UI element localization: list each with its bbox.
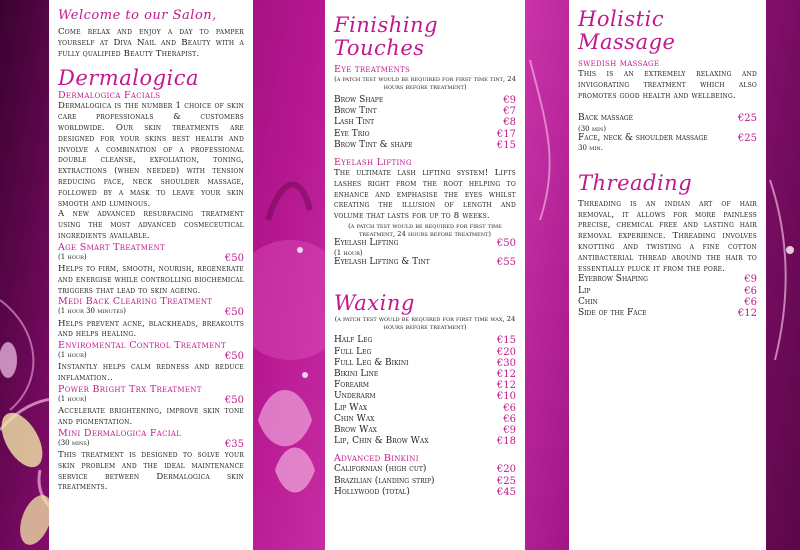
eye-price-list [334,95,516,151]
service-price: €20 [496,464,516,476]
service-price: €25 [496,475,516,487]
service-name: Chin [578,296,598,307]
treatment-name: Mini Dermalogica Facial [58,427,182,439]
price-row [578,274,757,285]
price-row [334,487,516,498]
service-name: Brow Tint [334,106,377,117]
service-price: €10 [496,391,516,403]
resurfacing-description: A new advanced resurfacing treatment using the most advanced cosmeceutical ingredients available. [58,209,244,241]
service-name-block [334,95,383,106]
service-price: €25 [737,113,757,125]
threading-price-list [578,274,757,319]
service-name-block [334,369,378,380]
service-price: €12 [496,380,516,392]
service-price: €6 [744,296,757,308]
service-price: €9 [744,274,757,286]
service-price: €9 [503,95,516,106]
facials-subheading: Dermalogica Facials [58,90,161,102]
bikini-price-list [334,464,516,498]
service-name: Face, neck & shoulder massage [578,132,708,143]
treatment-duration: (1 hour 30 minutes) [58,307,127,316]
service-name-block [578,297,598,308]
eye-treatments-heading: Eye treatments [334,64,411,75]
price-row [334,425,516,436]
price-row [334,403,516,414]
facials-description: Dermalogica is the number 1 choice of skin care professionals & customers worldwide. Our skin treatments are designed for your skins best health and involve a combination of a professional double cleanse, exfoliation, toning, extractions (when needed) with tension reducing face, neck shoulder massage, followed by a mask to leave your skin smooth and luminous. [58,101,244,209]
price-row [334,436,516,447]
price-row [334,391,516,402]
service-price: €12 [737,307,757,319]
treatment-list [58,242,244,493]
service-name-block [334,414,374,425]
service-name-block [334,487,410,498]
service-name: Full Leg [334,346,372,357]
price-row [334,106,516,117]
service-name: Hollywood (total) [334,486,410,497]
price-row [334,257,516,268]
service-name-block [578,133,708,152]
service-price: €55 [496,257,516,269]
service-name: Lash Tint [334,117,375,128]
treatment-price: €50 [224,307,244,319]
price-row [334,380,516,391]
treatment-duration-row [58,307,244,318]
eye-patch-note: (a patch test would be required for first time tint, 24 hours before treatment) [334,75,516,91]
service-name: Side of the Face [578,307,647,318]
service-price: €50 [496,238,516,249]
service-name: Eyelash Lifting & Tint [334,257,430,268]
intro-panel [49,0,253,550]
service-name: Eyebrow Shaping [578,274,648,285]
intro-text: Come relax and enjoy a day to pamper yourself at Diva Nail and Beauty with a fully qualified Beauty Therapist. [58,27,244,59]
price-row [578,297,757,308]
service-name-block [334,391,376,402]
waxing-price-list [334,335,516,447]
price-row [334,347,516,358]
price-row [334,464,516,475]
holistic-massage-heading: Holistic Massage [578,7,676,54]
service-price: €7 [503,106,516,118]
price-row [578,308,757,319]
treatment-duration-row [58,395,244,406]
price-row [334,414,516,425]
service-name: Lip, Chin & Brow Wax [334,436,429,447]
swedish-massage-heading: swedish massage [578,58,660,69]
service-name-block [334,117,374,128]
wax-patch-note: (a patch test would be required for first time wax, 24 hours before treatment) [334,315,516,332]
price-row [578,133,757,152]
service-name: Eye Trio [334,128,370,139]
service-name-block [334,335,372,346]
service-name-block [578,113,633,132]
eyelash-lifting-heading: Eyelash Lifting [334,157,412,169]
service-price: €8 [503,117,516,129]
service-name: Brazilian (landing strip) [334,475,435,486]
treatment-price: €50 [224,394,244,406]
massage-price-list [578,113,757,151]
treatment-duration: (1 hour) [58,394,87,403]
treatment-price: €35 [224,438,244,450]
waxing-heading: Waxing [334,291,415,316]
treatment-duration: (1 hour) [58,252,87,261]
treatment-price: €50 [224,252,244,264]
service-price: €15 [496,335,516,347]
service-name: Forearm [334,380,370,391]
service-name: Eyelash Lifting [334,238,399,248]
threading-description: Threading is an indian art of hair removal, it allows for more painless precise, chemical free and lasting hair removal experience. Threading involves knotting and twisting a fine cotton antibacterial thread around the hair to essentially pluck it from the pore. [578,198,757,274]
treatment-duration-row [58,439,244,450]
service-name: Lip [578,285,591,296]
service-price: €15 [496,139,516,151]
service-name-block [334,436,429,447]
service-name: Half Leg [334,335,373,346]
service-name-block [334,106,377,117]
service-price: €30 [496,357,516,369]
service-name: Chin Wax [334,413,375,424]
service-name-block [578,274,648,285]
service-name-block [334,476,435,487]
treatment-description: Helps prevent acne, blackheads, breakouts and helps healing. [58,318,244,340]
service-name-block [578,308,647,319]
service-price: €20 [496,346,516,358]
price-row [578,113,757,132]
treatment-duration: (1 hour) [58,351,87,360]
price-row [578,286,757,297]
service-price: €9 [503,425,516,437]
service-name-block [334,140,413,151]
eyelash-price-list [334,238,516,268]
service-name: Brow Tint & shape [334,139,413,150]
service-name-block [334,358,408,369]
price-row [334,335,516,346]
service-name: Bikini Line [334,369,379,380]
treatment-duration-row [58,253,244,264]
service-name: Lip Wax [334,402,368,413]
service-name-block [334,425,377,436]
price-row [334,129,516,140]
service-price: €25 [737,132,757,144]
service-name-block [334,257,430,268]
treatment-name: Medi Back Clearing Treatment [58,296,213,308]
dermalogica-heading: Dermalogica [58,66,200,91]
service-duration: (1 hour) [334,249,363,258]
service-duration: 30 min. [578,143,603,152]
service-price: €12 [496,369,516,381]
service-name: Full Leg & Bikini [334,357,409,368]
price-row [334,369,516,380]
service-price: €6 [503,402,516,414]
service-price: €17 [496,128,516,140]
finishing-touches-panel [325,0,525,550]
treatment-description: Accelerate brightening, improve skin tone and pigmentation. [58,406,244,427]
service-name: Underarm [334,391,376,402]
swedish-description: This is an extremely relaxing and invigorating treatment which also promotes good health and wellbeing. [578,69,757,101]
threading-heading: Threading [578,170,693,195]
eyelash-description: The ultimate lash lifting system! Lifts lashes right from the root helping to enhance and emphasise the eyes whilst creating the illusion of length and volume that lasts for up to 8 weeks. [334,168,516,222]
treatment-name: Power Bright Trx Treatment [58,383,202,395]
price-row [334,140,516,151]
service-price: €6 [503,413,516,425]
treatment-duration: (30 mins) [58,438,90,447]
service-name-block [578,286,590,297]
service-name: Brow Wax [334,425,377,436]
treatment-price: €50 [224,351,244,363]
service-duration: (30 min) [578,124,607,133]
service-price: €18 [496,436,516,448]
massage-threading-panel [569,0,766,550]
service-name-block [334,380,369,391]
price-row [334,95,516,106]
service-name: Californian (high cut) [334,464,427,475]
treatment-description: This treatment is designed to solve your skin problem and the ideal maintenance service between Dermalogica skin treatments. [58,449,244,493]
treatment-name: Age Smart Treatment [58,241,165,253]
service-price: €6 [744,285,757,297]
treatment-description: Helps to firm, smooth, nourish, regenerate and energise while controlling biochemical triggers that lead to skin ageing. [58,263,244,296]
service-name-block [334,129,370,140]
service-name-block [334,403,367,414]
service-name-block [334,464,426,475]
price-row [334,476,516,487]
service-name-block [334,238,398,257]
service-name: Brow Shape [334,95,384,105]
treatment-name: Enviromental Control Treatment [58,340,226,352]
eyelash-patch-note: (a patch test would be required for first time treatment, 24 hours before treatment) [348,222,502,238]
advanced-bikini-heading: Advanced Binkini [334,453,419,465]
treatment-description: Instantly helps calm redness and reduce inflamation.. [58,362,244,384]
price-row [334,117,516,128]
price-row [334,238,516,257]
welcome-heading: Welcome to our Salon, [58,8,217,23]
service-name: Back massage [578,113,633,124]
price-row [334,358,516,369]
finishing-touches-heading: Finishing Touches [334,13,439,60]
service-name-block [334,347,371,358]
treatment-duration-row [58,351,244,362]
service-price: €45 [496,486,516,498]
